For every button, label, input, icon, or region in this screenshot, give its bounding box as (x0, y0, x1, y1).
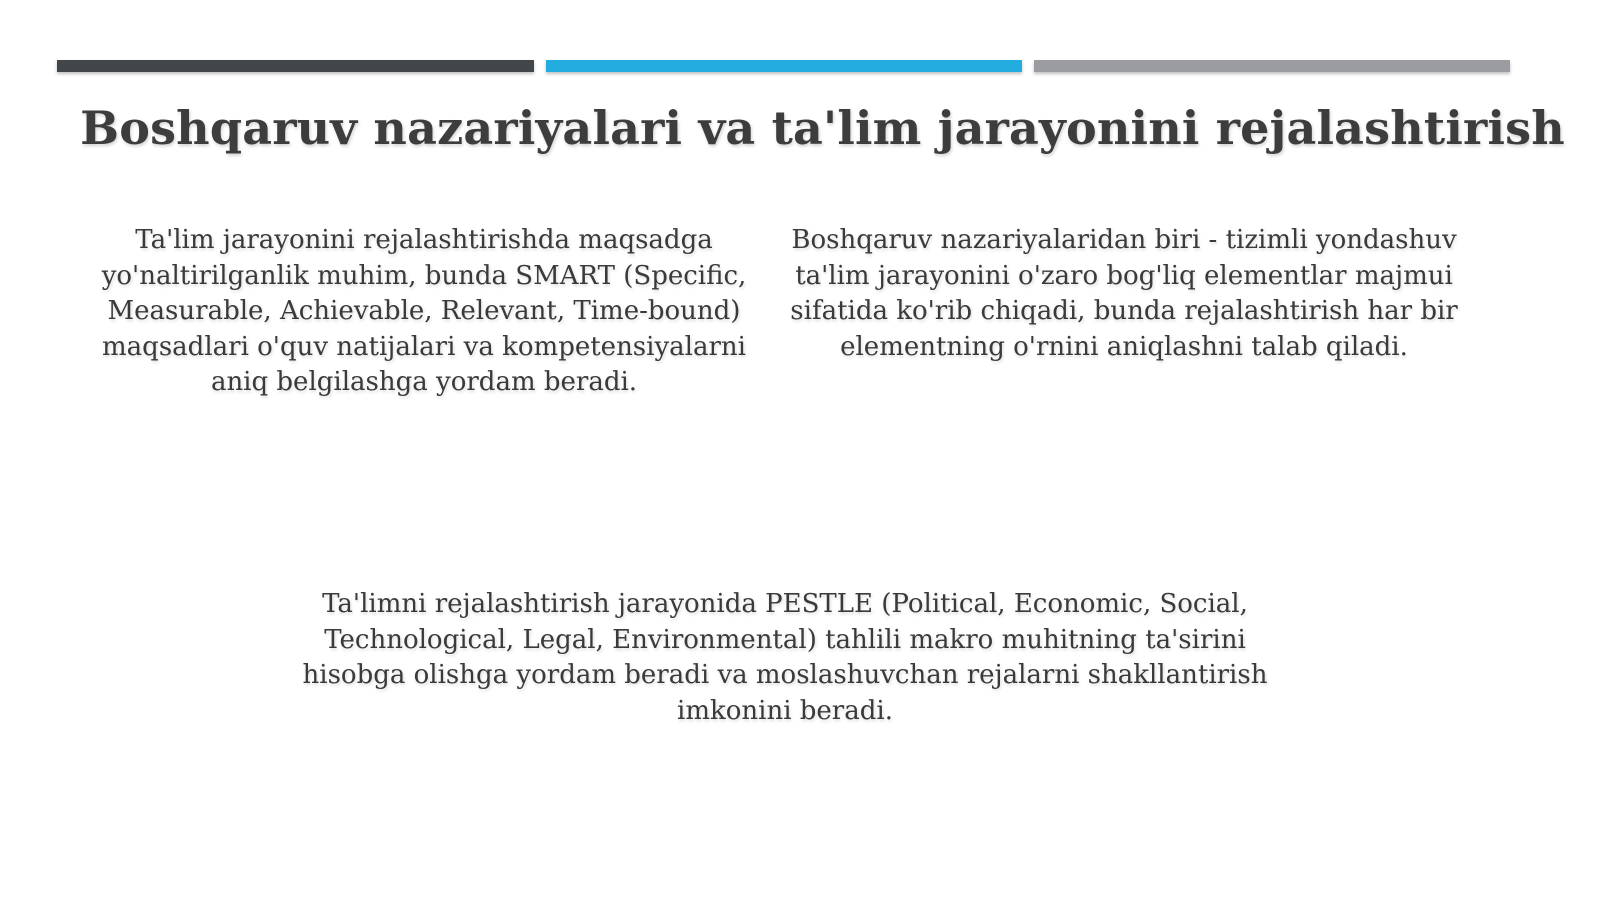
slide-title: Boshqaruv nazariyalari va ta'lim jarayonini rejalashtirish (80, 101, 1565, 155)
accent-bar-dark (57, 60, 534, 72)
accent-bar-blue (546, 60, 1022, 72)
paragraph-systems-approach: Boshqaruv nazariyalaridan biri - tizimli yondashuv ta'lim jarayonini o'zaro bog'liq elementlar majmui sifatida ko'rib chiqadi, bunda rejalashtirish har bir elementning o'rnini aniqlashni talab qiladi. (790, 225, 1458, 362)
accent-bar-gray (1034, 60, 1510, 72)
paragraph-smart-goals: Ta'lim jarayonini rejalashtirishda maqsadga yo'naltirilganlik muhim, bunda SMART (Specific, Measurable, Achievable, Relevant, Time-bound) maqsadlari o'quv natijalari va kompetensiyalarni aniq belgilashga yordam beradi. (101, 225, 747, 397)
header-accent-bars (57, 60, 1510, 73)
paragraph-pestle-analysis: Ta'limni rejalashtirish jarayonida PESTLE (Political, Economic, Social, Technological, Legal, Environmental) tahlili makro muhitning ta'sirini hisobga olishga yordam beradi va moslashuvchan rejalarni shakllantirish imkonini beradi. (302, 589, 1268, 726)
